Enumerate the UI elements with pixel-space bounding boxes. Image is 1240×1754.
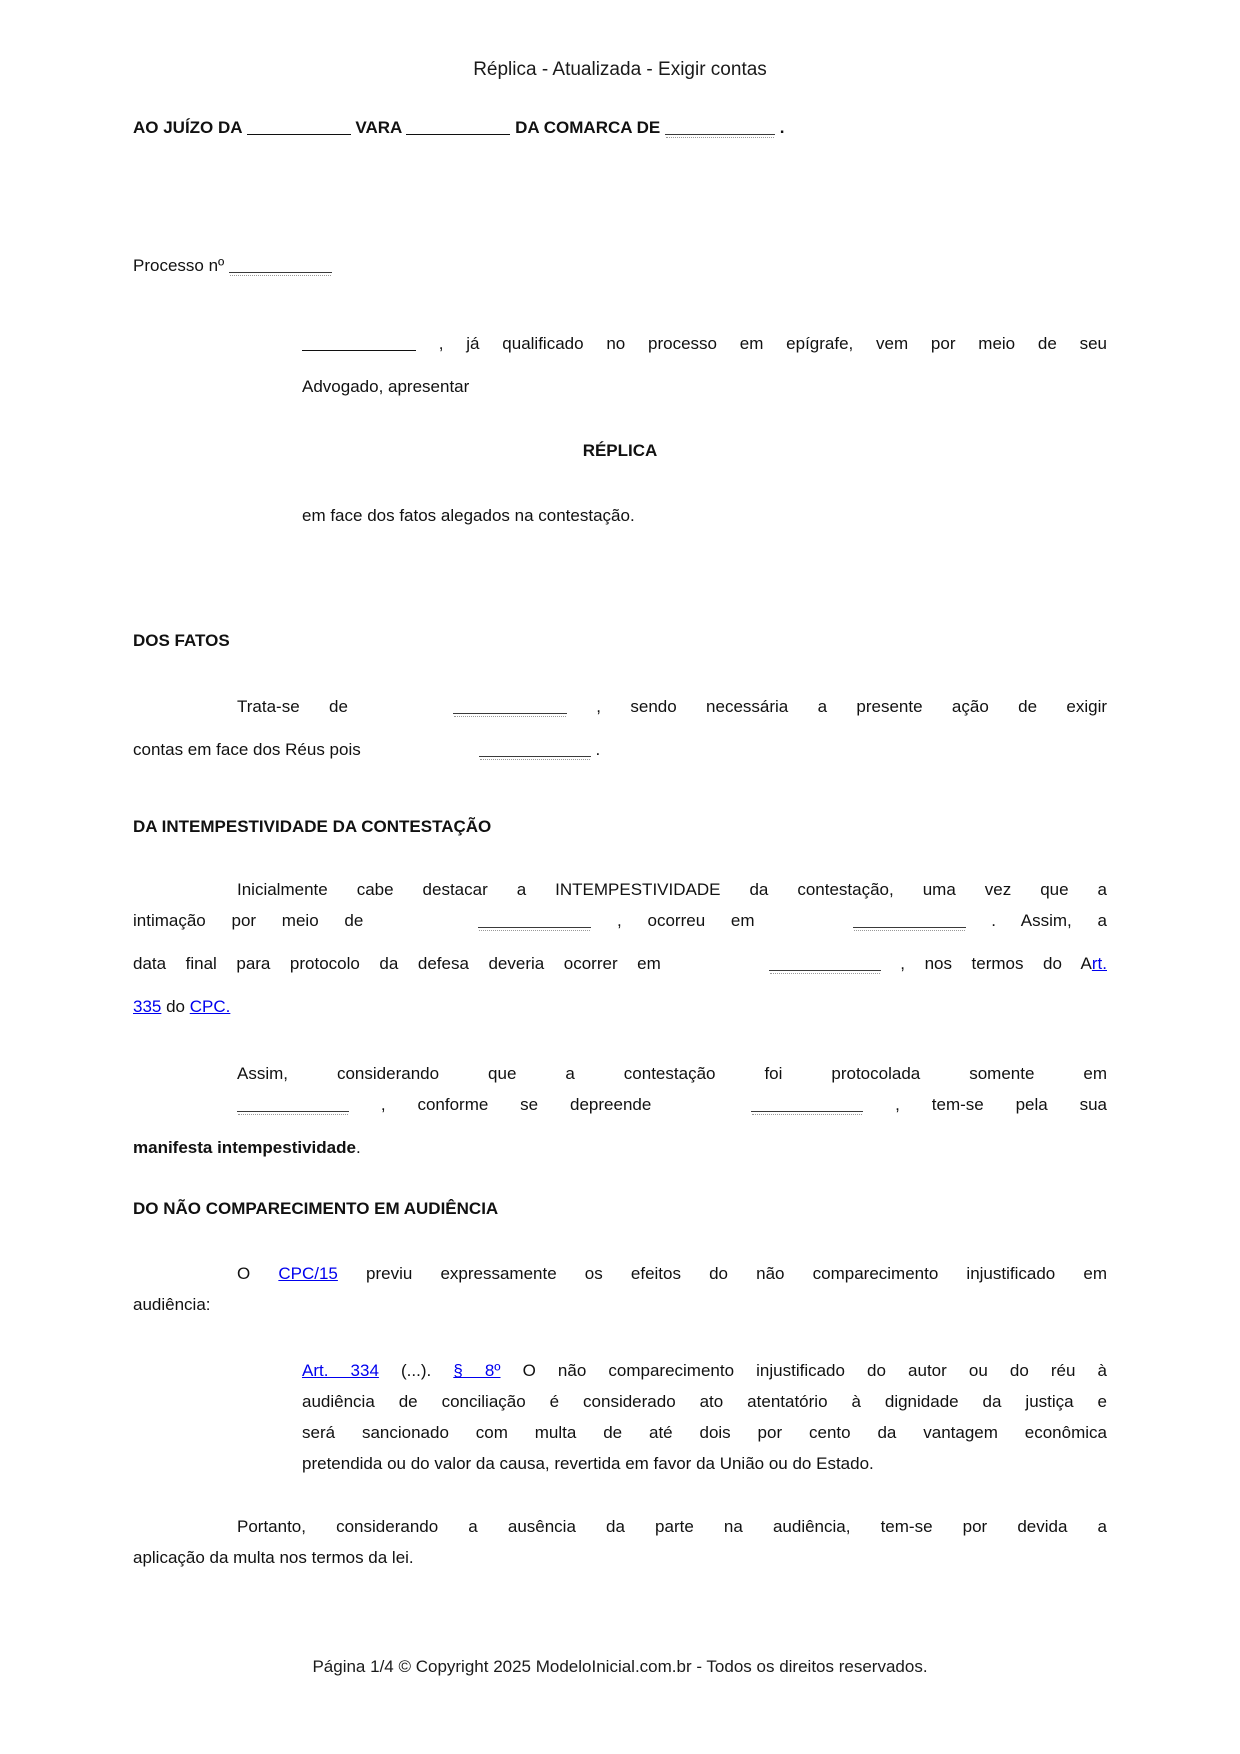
text-run: O não comparecimento injustificado do autor ou do réu à <box>500 1361 1107 1380</box>
text-run: intimação por meio de <box>133 911 364 930</box>
cpc15-link[interactable]: CPC/15 <box>278 1264 338 1283</box>
text-line <box>133 250 1107 281</box>
text-line <box>133 1132 1107 1163</box>
gap-spacer <box>363 925 478 926</box>
text-line <box>133 1542 1107 1573</box>
blank-field <box>247 122 351 135</box>
section-heading-nao-comparecimento <box>133 1193 1107 1224</box>
blank-field <box>229 260 332 273</box>
petition-title <box>133 435 1107 466</box>
art-335-link[interactable]: 335 <box>133 997 162 1016</box>
text-line <box>302 328 1107 359</box>
text-run: , conforme se depreende <box>349 1095 652 1114</box>
text-line <box>133 435 1107 466</box>
text-run: data final para protocolo da defesa deveria ocorrer em <box>133 954 661 973</box>
document-body <box>133 112 1107 1573</box>
art-334-link[interactable]: Art. 334 <box>302 1361 379 1380</box>
blank-field <box>769 958 881 971</box>
text-line <box>133 905 1107 936</box>
section-heading-dos-fatos <box>133 625 1107 656</box>
text-run: . <box>355 1138 361 1157</box>
text-line <box>302 1355 1107 1386</box>
text-run: , tem-se pela sua <box>863 1095 1107 1114</box>
text-run: . <box>590 740 601 759</box>
text-run: , já qualificado no processo em epígrafe, vem por meio de seu <box>416 334 1107 353</box>
text-run: Portanto, considerando a ausência da parte na audiência, tem-se por devida a <box>237 1517 1107 1536</box>
text-line <box>133 874 1107 905</box>
text-run: Inicialmente cabe destacar a INTEMPESTIVIDADE da contestação, uma vez que a <box>237 880 1107 899</box>
case-number-line <box>133 250 1107 293</box>
text-line <box>133 691 1107 722</box>
text-line <box>133 1089 1107 1120</box>
blank-field <box>237 1099 349 1112</box>
page-footer: Página 1/4 © Copyright 2025 ModeloInicial.com.br - Todos os direitos reservados. <box>312 1657 928 1676</box>
party-intro-paragraph <box>302 328 1107 402</box>
text-line <box>133 1511 1107 1542</box>
text-line <box>133 1058 1107 1089</box>
text-run: Trata-se de <box>237 697 348 716</box>
petition-subject-line <box>302 500 1107 531</box>
blank-field <box>406 122 510 135</box>
untimeliness-paragraph <box>133 874 1107 1022</box>
document-title: Réplica - Atualizada - Exigir contas <box>473 59 767 80</box>
text-line <box>302 371 1107 402</box>
text-run: DA INTEMPESTIVIDADE DA CONTESTAÇÃO <box>133 817 492 836</box>
text-run: Assim, considerando que a contestação foi protocolada somente em <box>237 1064 1107 1083</box>
text-line <box>302 1448 1107 1479</box>
text-run: aplicação da multa nos termos da lei. <box>133 1548 414 1567</box>
text-run: DA COMARCA DE <box>510 118 665 137</box>
blank-field <box>665 122 775 135</box>
text-run: manifesta intempestividade <box>133 1138 356 1157</box>
text-line <box>133 811 1107 842</box>
gap-spacer <box>651 1109 751 1110</box>
text-line <box>133 948 1107 979</box>
text-run: audiência de conciliação é considerado ato atentatório à dignidade da justiça e <box>302 1392 1107 1411</box>
text-line <box>302 1417 1107 1448</box>
text-line <box>133 1289 1107 1320</box>
text-run: em face dos fatos alegados na contestação. <box>302 506 635 525</box>
blank-field <box>479 744 591 757</box>
court-heading <box>133 112 1107 155</box>
text-line <box>133 1258 1107 1289</box>
gap-spacer <box>361 754 479 755</box>
blank-field <box>751 1099 863 1112</box>
text-line <box>302 500 1107 531</box>
text-line <box>133 991 1107 1022</box>
cpc-effects-paragraph <box>133 1258 1107 1320</box>
blank-field <box>853 915 966 928</box>
section-heading-intempestividade <box>133 811 1107 842</box>
facts-paragraph <box>133 691 1107 777</box>
text-run: , nos termos do A <box>880 954 1092 973</box>
text-run: do <box>161 997 190 1016</box>
text-run: , ocorreu em <box>591 911 755 930</box>
blank-field <box>478 915 591 928</box>
blank-field <box>302 338 416 351</box>
conclusion-untimeliness-paragraph <box>133 1058 1107 1163</box>
text-run: . <box>774 118 785 137</box>
text-run: Advogado, apresentar <box>302 377 470 396</box>
text-run: (...). <box>378 1361 454 1380</box>
gap-spacer <box>755 925 853 926</box>
text-run: VARA <box>350 118 407 137</box>
fine-conclusion-paragraph <box>133 1511 1107 1573</box>
text-line <box>133 112 1107 143</box>
cpc-link[interactable]: CPC. <box>189 997 231 1016</box>
text-run: , sendo necessária a presente ação de exigir <box>566 697 1107 716</box>
text-line <box>302 1386 1107 1417</box>
text-run: DOS FATOS <box>133 631 230 650</box>
gap-spacer <box>661 968 769 969</box>
paragraph-8-link[interactable]: § 8º <box>453 1361 501 1380</box>
text-run: previu expressamente os efeitos do não comparecimento injustificado em <box>337 1264 1107 1283</box>
blank-field <box>453 701 567 714</box>
text-run: Processo nº <box>133 256 229 275</box>
text-line <box>133 734 1107 765</box>
text-run: contas em face dos Réus pois <box>133 740 361 759</box>
text-line <box>133 1193 1107 1224</box>
text-run: pretendida ou do valor da causa, revertida em favor da União ou do Estado. <box>302 1454 874 1473</box>
text-run: DO NÃO COMPARECIMENTO EM AUDIÊNCIA <box>133 1199 499 1218</box>
text-run: audiência: <box>133 1295 211 1314</box>
art-335-link[interactable]: rt. <box>1091 954 1107 973</box>
text-line <box>133 625 1107 656</box>
text-run: RÉPLICA <box>582 441 658 460</box>
text-run: será sancionado com multa de até dois por cento da vantagem econômica <box>302 1423 1107 1442</box>
text-run: O <box>237 1264 279 1283</box>
gap-spacer <box>348 711 453 712</box>
statute-quote-block <box>302 1355 1107 1479</box>
text-run: AO JUÍZO DA <box>133 118 247 137</box>
text-run: . Assim, a <box>965 911 1107 930</box>
